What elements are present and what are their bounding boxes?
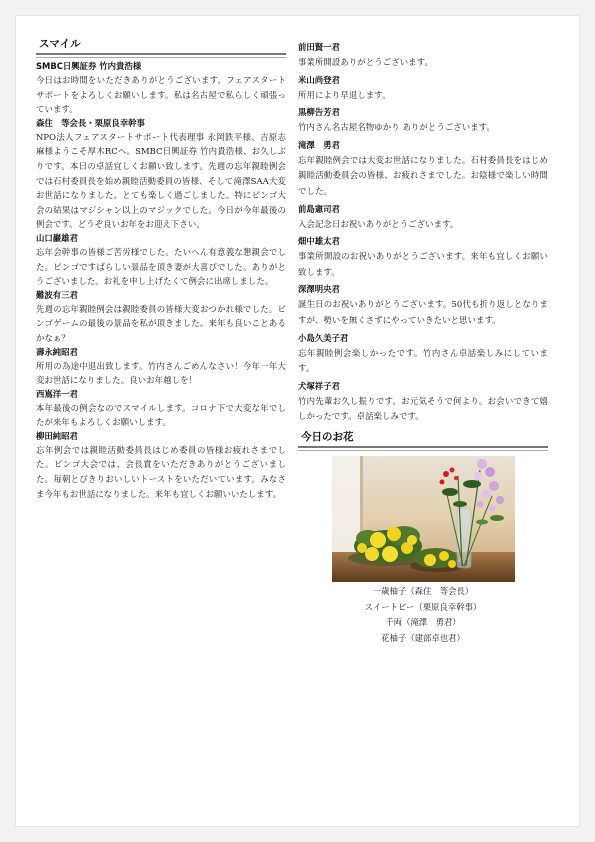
member-message: 事業所開設ありがとうございます。	[298, 57, 433, 67]
member-message: 誕生日のお祝いありがとうございます。50代も折り返しとなりますが、勢いを無くさずにやっていきたいと思います。	[298, 299, 548, 325]
smile-entry	[298, 330, 548, 377]
member-message: 竹内先輩お久し振りです。お元気そうで何より。お会いできて嬉しかったです。卓話楽しみです。	[298, 395, 548, 422]
smile-entry-list	[36, 60, 286, 501]
member-message: 忘年会幹事の皆様ご苦労様でした。たいへん有意義な懇親会でした。ビンゴですばらしい景品を頂き妻が大喜びでした。ありがとうございました。お礼を申し上げたくて例会に出席しました。	[36, 246, 286, 287]
flower-caption-line: 一歳柚子（森住 等会長）	[372, 585, 474, 596]
flower-caption-line: 千両（滝澤 勇君）	[385, 617, 461, 628]
member-name: SMBC日興証券 竹内貴浩様	[36, 61, 142, 71]
right-column	[298, 38, 548, 646]
member-name: 山口巖雄君	[36, 232, 78, 243]
member-name: 柳田純昭君	[36, 430, 78, 441]
smile-entry	[36, 430, 286, 501]
member-name: 前田賢一君	[298, 42, 340, 52]
member-name: 小島久美子君	[298, 332, 349, 343]
smile-entry-list-continued	[298, 39, 548, 425]
smile-entry	[298, 281, 548, 328]
member-message: 竹内さん名古屋名物ゆかり ありがとうございます。	[298, 122, 496, 133]
member-name: 米山尚登君	[298, 74, 340, 85]
member-name: 森住 等会長・栗原良幸幹事	[36, 117, 145, 128]
smile-entry	[298, 104, 548, 136]
member-name: 黒柳告芳君	[298, 107, 340, 118]
smile-entry	[298, 72, 548, 104]
member-message: 事業所開設のお祝いありがとうございます。来年も宜しくお願い致します。	[298, 251, 548, 277]
member-message: 入会記念日お祝いありがとうございます。	[298, 218, 459, 229]
flower-caption-line: スイートピー（栗原良幸幹事）	[364, 601, 482, 612]
member-message: 忘年親睦例会では大変お世話になりました。石村委員長をはじめ親睦活動委員会の皆様、お疲れさまでした。お陰様で楽しい時間でした。	[298, 154, 548, 196]
flower-caption-block	[298, 584, 548, 646]
smile-entry	[36, 388, 286, 430]
smile-column	[36, 38, 286, 501]
member-name: 前島憲司君	[298, 203, 340, 214]
smile-section-title: スマイル	[36, 38, 286, 55]
member-name: 犬塚祥子君	[298, 380, 340, 391]
member-message: 所用の為途中退出致します。竹内さんごめんなさい！今年一年大変お世話になりました。良いお年越しを！	[36, 360, 286, 386]
member-message: 忘年例会では親睦活動委員長はじめ委員の皆様お疲れさまでした。ビンゴ大会では、会長賞をいただきありがとうございました。毎朝とびきりおいしいトーストをいただいています。みなさま今年もお世話になりました。来年も宜しくお願いいたします。	[36, 444, 286, 499]
smile-entry	[298, 201, 548, 233]
member-name: 壽永純昭君	[36, 346, 78, 357]
smile-entry	[36, 346, 286, 388]
smile-entry	[36, 232, 286, 289]
member-name: 深澤明央君	[298, 284, 340, 295]
member-name: 畑中雄太君	[298, 236, 340, 247]
member-name: 西嶌洋一君	[36, 388, 78, 399]
flower-arrangement-image	[332, 456, 515, 582]
member-message: 忘年親睦例会楽しかったです。竹内さん卓話楽しみにしています。	[298, 347, 548, 374]
smile-entry	[36, 117, 286, 232]
newsletter-page	[16, 16, 579, 826]
member-name: 滝澤 勇君	[298, 139, 340, 150]
flower-photo	[332, 456, 515, 582]
member-message: 今日はお時間をいただきありがとうございます。フェアスタートサポートをよろしくお願いします。私は名古屋で私らしく頑張っています。	[36, 75, 286, 115]
smile-entry	[36, 289, 286, 346]
member-message: 先週の忘年親睦例会は親睦委員の皆様大変おつかれ様でした。ビンゴゲームの最後の景品を私が頂きました。来年も良いことあるかなぁ？	[36, 303, 286, 343]
smile-entry	[36, 60, 286, 117]
flower-section-title: 今日のお花	[298, 431, 548, 448]
member-message: 本年最後の例会なのでスマイルします。コロナ下で大変な年でしたが来年もよろしくお願いします。	[36, 402, 286, 428]
member-name: 難波有三君	[36, 289, 78, 300]
flower-caption-line: 花柚子（建部卓也君）	[381, 632, 465, 643]
smile-entry	[298, 39, 548, 71]
smile-entry	[298, 378, 548, 425]
smile-entry	[298, 233, 548, 280]
member-message: 所用により早退します。	[298, 89, 391, 100]
smile-entry	[298, 137, 548, 200]
member-message: NPO法人フェアスタートサポート代表理事 永岡鉄平様、吉原志麻様ようこそ厚木RCへ。SMBC日興証券 竹内貴浩様、お久しぶりです。本日の卓話宜しくお願い致します。先週の忘年親睦例会では石村委員長を始め親睦活動委員の皆様、そして滝澤SAA大変お世話になりました。とても楽しく過ごしました。特にビンゴ大会の結果はマジシャン以上のマジックでした。今日が今年最後の例会です。どうぞ良いお年をお迎え下さい。	[36, 131, 286, 230]
